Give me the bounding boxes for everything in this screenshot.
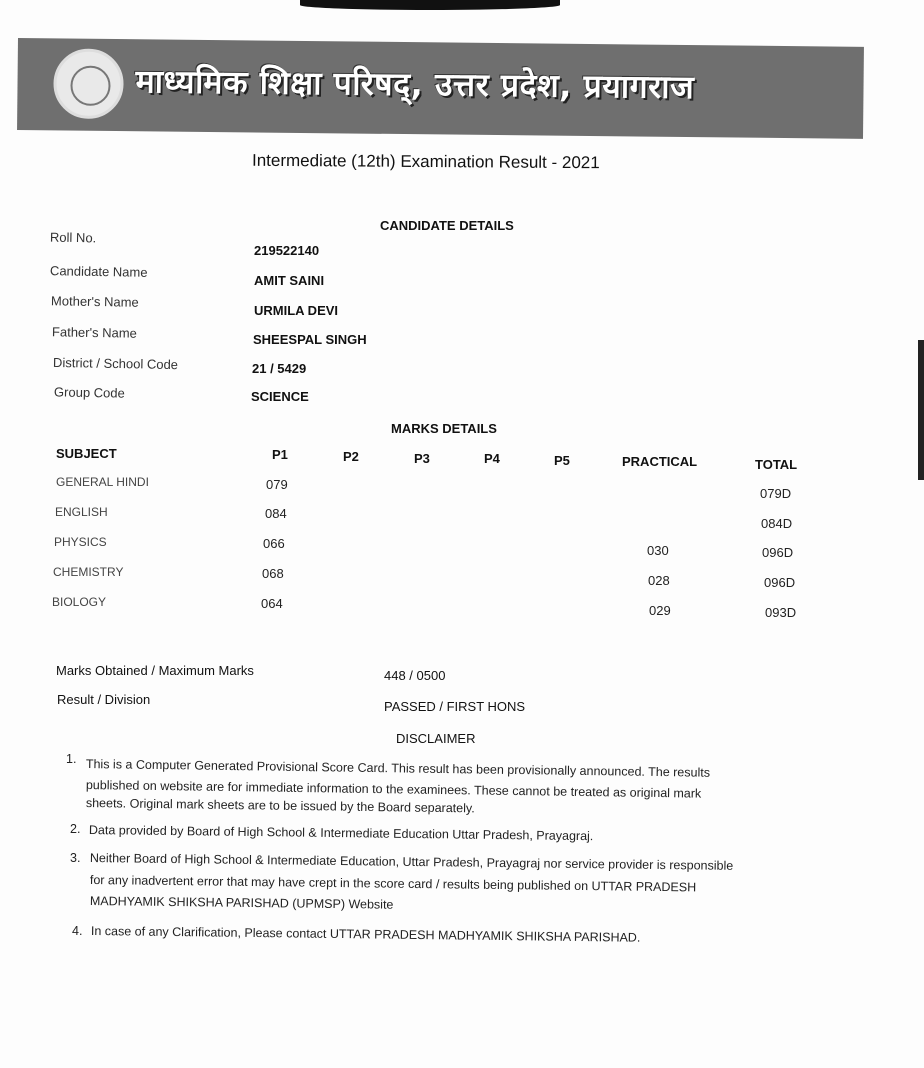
header-banner (17, 38, 864, 139)
label-roll-no: Roll No. (49, 229, 97, 246)
board-logo-icon (53, 48, 124, 119)
disclaimer-line: In case of any Clarification, Please contact UTTAR PRADESH MADHYAMIK SHIKSHA PARISHAD. (90, 924, 641, 945)
practical-mark: 029 (649, 603, 671, 618)
value-group-code: SCIENCE (251, 389, 309, 404)
disclaimer-line: MADHYAMIK SHIKSHA PARISHAD (UPMSP) Website (89, 894, 394, 912)
value-mothers-name: URMILA DEVI (254, 303, 339, 318)
page-edge-shadow (918, 340, 924, 480)
label-group-code: Group Code (53, 384, 125, 401)
disclaimer-line: Neither Board of High School & Intermediate Education, Uttar Pradesh, Prayagraj nor service provider is responsible (89, 851, 734, 873)
col-header-p1: P1 (272, 447, 288, 462)
exam-title: Intermediate (12th) Examination Result - 2021 (251, 150, 600, 173)
total-mark: 093D (765, 605, 797, 620)
total-mark: 079D (760, 486, 792, 501)
practical-mark: 030 (647, 543, 669, 558)
disclaimer-item-number: 3. (70, 851, 81, 865)
col-header-p2: P2 (343, 449, 359, 464)
col-header-p3: P3 (414, 451, 430, 466)
label-fathers-name: Father's Name (51, 324, 137, 341)
candidate-section-title: CANDIDATE DETAILS (380, 218, 514, 233)
value-district-school-code: 21 / 5429 (252, 361, 307, 376)
value-roll-no: 219522140 (254, 243, 320, 258)
subject-name: GENERAL HINDI (56, 475, 149, 489)
marks-obtained-value: 448 / 0500 (384, 668, 446, 683)
p1-mark: 066 (263, 536, 285, 551)
total-mark: 084D (761, 516, 793, 531)
disclaimer-line: Data provided by Board of High School & Intermediate Education Uttar Pradesh, Prayagraj. (88, 823, 594, 844)
practical-mark: 028 (648, 573, 670, 588)
total-mark: 096D (762, 545, 794, 560)
disclaimer-line: sheets. Original mark sheets are to be issued by the Board separately. (85, 796, 475, 816)
disclaimer-line: This is a Computer Generated Provisional Score Card. This result has been provisionally announced. The results (85, 757, 711, 780)
col-header-subject: SUBJECT (56, 446, 117, 461)
result-label: Result / Division (57, 692, 151, 707)
col-header-practical: PRACTICAL (622, 454, 698, 469)
marks-obtained-label: Marks Obtained / Maximum Marks (56, 663, 254, 678)
subject-name: PHYSICS (54, 535, 107, 549)
subject-name: CHEMISTRY (53, 565, 124, 579)
p1-mark: 084 (265, 506, 287, 521)
label-mothers-name: Mother's Name (50, 293, 139, 310)
total-mark: 096D (764, 575, 796, 590)
label-candidate-name: Candidate Name (49, 263, 148, 280)
disclaimer-item-number: 4. (72, 924, 83, 938)
top-shadow (300, 0, 560, 10)
disclaimer-title: DISCLAIMER (396, 731, 476, 746)
disclaimer-item-number: 1. (66, 752, 77, 766)
board-name: माध्यमिक शिक्षा परिषद्, उत्तर प्रदेश, प्रयागराज (135, 62, 695, 107)
marks-section-title: MARKS DETAILS (391, 421, 497, 436)
disclaimer-item-number: 2. (70, 822, 81, 836)
p1-mark: 068 (262, 566, 284, 581)
label-district-school-code: District / School Code (52, 354, 179, 373)
subject-name: ENGLISH (55, 505, 108, 519)
subject-name: BIOLOGY (52, 595, 107, 609)
col-header-total: TOTAL (755, 457, 798, 472)
value-candidate-name: AMIT SAINI (254, 273, 325, 288)
col-header-p5: P5 (554, 453, 570, 468)
result-value: PASSED / FIRST HONS (384, 699, 526, 714)
value-fathers-name: SHEESPAL SINGH (253, 332, 367, 347)
disclaimer-line: for any inadvertent error that may have crept in the score card / results being published on UTTAR PRADESH (89, 873, 697, 895)
col-header-p4: P4 (484, 451, 500, 466)
p1-mark: 079 (266, 477, 288, 492)
p1-mark: 064 (261, 596, 283, 611)
disclaimer-line: published on website are for immediate information to the examinees. These cannot be treated as original mark (85, 778, 702, 801)
